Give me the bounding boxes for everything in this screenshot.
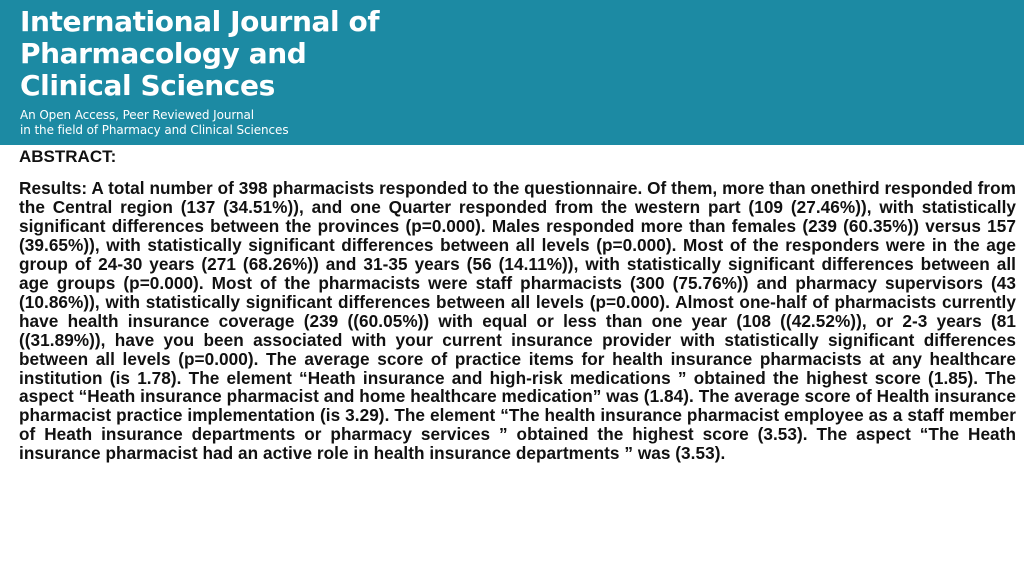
journal-tagline-line-2: in the field of Pharmacy and Clinical Sciences <box>20 122 289 137</box>
journal-tagline <box>20 108 288 137</box>
journal-tagline-line-1: An Open Access, Peer Reviewed Journal <box>20 108 254 122</box>
results-paragraph <box>19 179 1016 463</box>
journal-title <box>20 6 540 102</box>
results-text: A total number of 398 pharmacists responded to the questionnaire. Of them, more than onethird responded from the Central region (137 (34.51%)), and one Quarter responded from the western part (109 (27.46%)), with statistically significant differences between the provinces (p=0.000). Males responded more than females (239 (60.35%)) versus 157 (39.65%)), with statistically significant differences between all levels (p=0.000). Most of the responders were in the age group of 24-30 years (271 (68.26%)) and 31-35 years (56 (14.11%)), with statistically significant differences between all age groups (p=0.000). Most of the pharmacists were staff pharmacists (300 (75.76%)) and pharmacy supervisors (43 (10.86%)), with statistically significant differences between all levels (p=0.000). Almost one-half of pharmacists currently have health insurance coverage (239 ((60.05%)) with equal or less than one year (108 ((42.52%)), or 2-3 years (81 ((31.89%)), have you been associated with your current insurance provider with statistically significant differences between all levels (p=0.000). The average score of practice items for health insurance pharmacists at any healthcare institution (is 1.78). The element “Heath insurance and high-risk medications ” obtained the highest score (1.85). The aspect “Heath insurance pharmacist and home healthcare medication” was (1.84). The average score of Health insurance pharmacist practice implementation (is 3.29). The element “The health insurance pharmacist employee as a staff member of Heath insurance departments or pharmacy services ” obtained the highest score (3.53). The aspect “The Heath insurance pharmacist had an active role in health insurance departments ” was (3.53). <box>19 178 1016 464</box>
results-label: Results: <box>19 178 88 198</box>
journal-title-line-2: Pharmacology and <box>20 37 307 70</box>
journal-banner <box>0 0 1024 145</box>
abstract-section <box>19 146 1016 463</box>
abstract-heading: ABSTRACT: <box>19 147 117 166</box>
journal-title-line-3: Clinical Sciences <box>20 69 275 102</box>
journal-title-line-1: International Journal of <box>20 5 380 38</box>
